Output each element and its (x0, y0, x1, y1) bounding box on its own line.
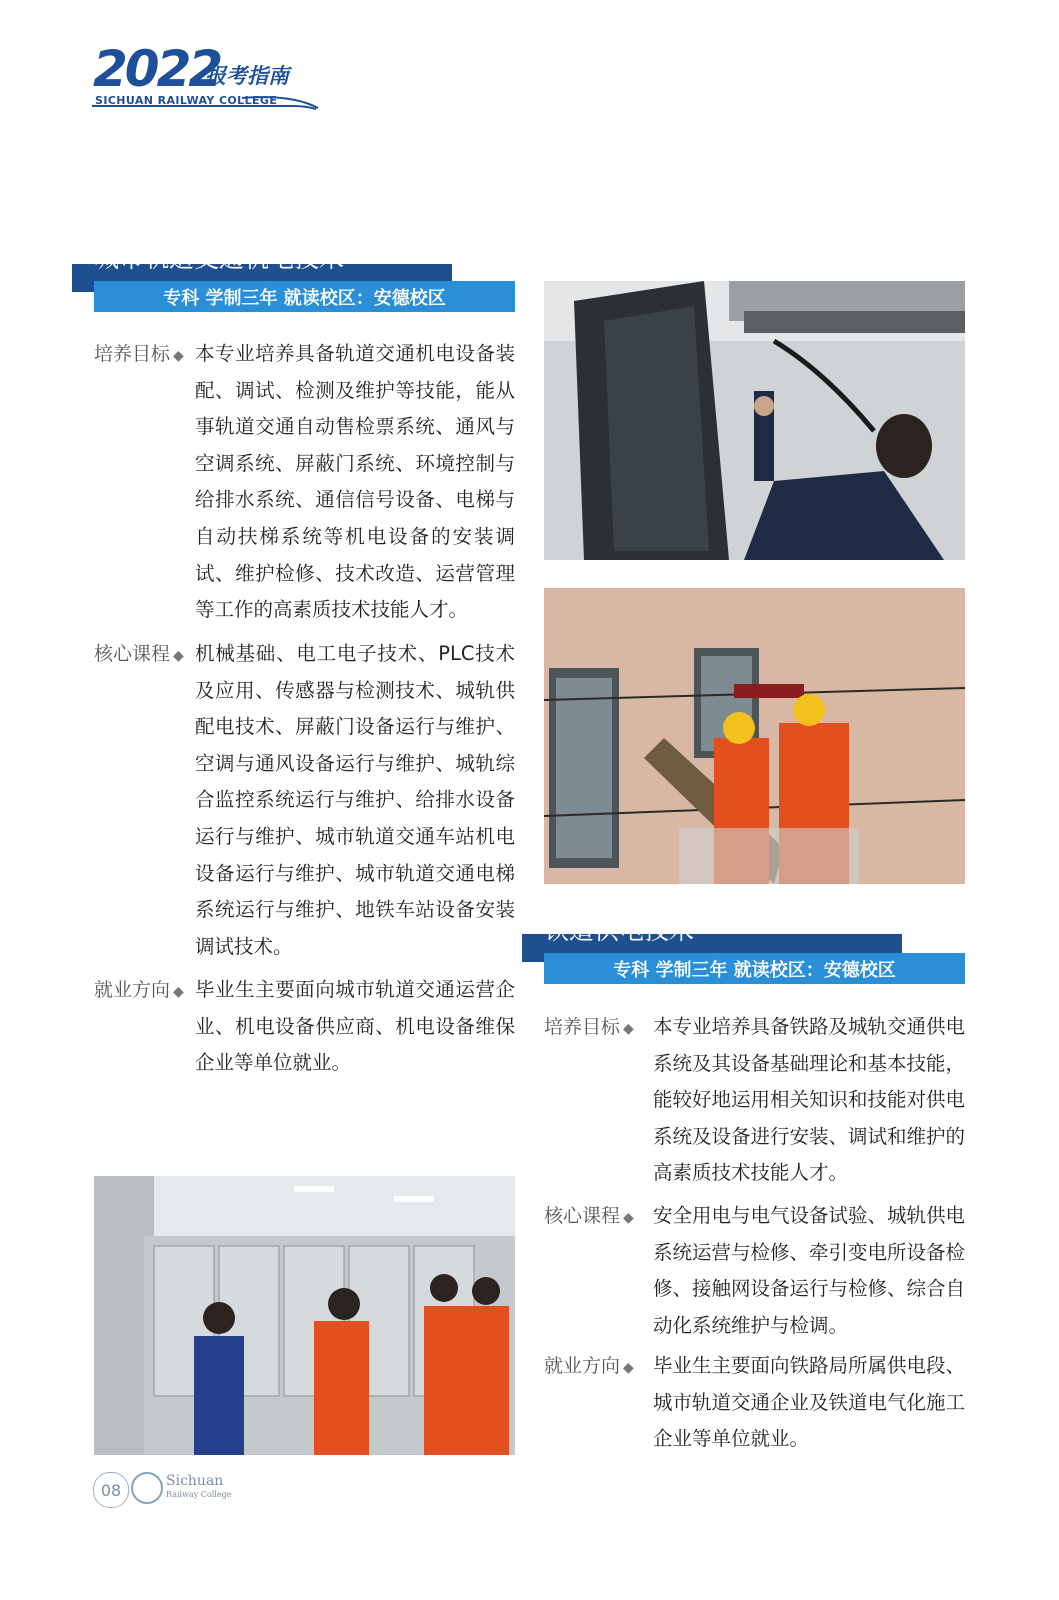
header-year: 2022 (93, 40, 221, 98)
section1-label-courses: 核心课程 ◆ (94, 643, 184, 665)
header-college-en: SICHUAN RAILWAY COLLEGE (95, 94, 278, 107)
section1-courses-text: 机械基础、电工电子技术、PLC技术及应用、传感器与检测技术、城轨供配电技术、屏蔽门设备运行与维护、空调与通风设备运行与维护、城轨综合监控系统运行与维护、给排水设备运行与维护、城市轨道交通车站机电设备运行与维护、城市轨道交通电梯系统运行与维护、地铁车站设备安装调试技术。 (195, 642, 515, 958)
header-title: 报考指南 (205, 64, 289, 88)
section2-label-goal: 培养目标 ◆ (544, 1016, 634, 1038)
section2-label-courses: 核心课程 ◆ (544, 1205, 634, 1227)
section1-label-career: 就业方向 ◆ (94, 979, 184, 1001)
section2-title: 铁道供电技术 (544, 916, 695, 945)
section2-subtitle: 专科 学制三年 就读校区：安德校区 (544, 953, 965, 984)
section2-goal-text: 本专业培养具备铁路及城轨交通供电系统及其设备基础理论和基本技能，能较好地运用相关知识和技能对供电系统及设备进行安装、调试和维护的高素质技术技能人才。 (653, 1015, 966, 1185)
section1-subtitle: 专科 学制三年 就读校区：安德校区 (94, 281, 515, 312)
footer-college-name: Sichuan (166, 1473, 224, 1489)
section1-goal-text: 本专业培养具备轨道交通机电设备装配、调试、检测及维护等技能，能从事轨道交通自动售检票系统、通风与空调系统、屏蔽门系统、环境控制与给排水系统、通信信号设备、电梯与自动扶梯系统等机电设备的安装调试、维护检修、技术改造、运营管理等工作的高素质技术技能人才。 (195, 342, 515, 622)
section1-career-text: 毕业生主要面向城市轨道交通运营企业、机电设备供应商、机电设备维保企业等单位就业。 (195, 978, 515, 1075)
section2-career-text: 毕业生主要面向铁路局所属供电段、城市轨道交通企业及铁道电气化施工企业等单位就业。 (653, 1354, 966, 1451)
section2-label-career: 就业方向 ◆ (544, 1355, 634, 1377)
college-seal-icon (131, 1472, 163, 1504)
page-number: 08 (93, 1472, 129, 1508)
section2-courses-text: 安全用电与电气设备试验、城轨供电系统运营与检修、牵引变电所设备检修、接触网设备运行与检修、综合自动化系统维护与检调。 (653, 1204, 966, 1337)
photo-power-control-room (94, 1176, 515, 1455)
photo-platform-door-maintenance (544, 281, 965, 560)
section1-label-goal: 培养目标 ◆ (94, 343, 184, 365)
photo-overhead-line-workers (544, 588, 965, 884)
footer-college-sub: Railway College (166, 1490, 232, 1499)
section1-title: 城市轨道交通机电技术 (94, 244, 345, 273)
